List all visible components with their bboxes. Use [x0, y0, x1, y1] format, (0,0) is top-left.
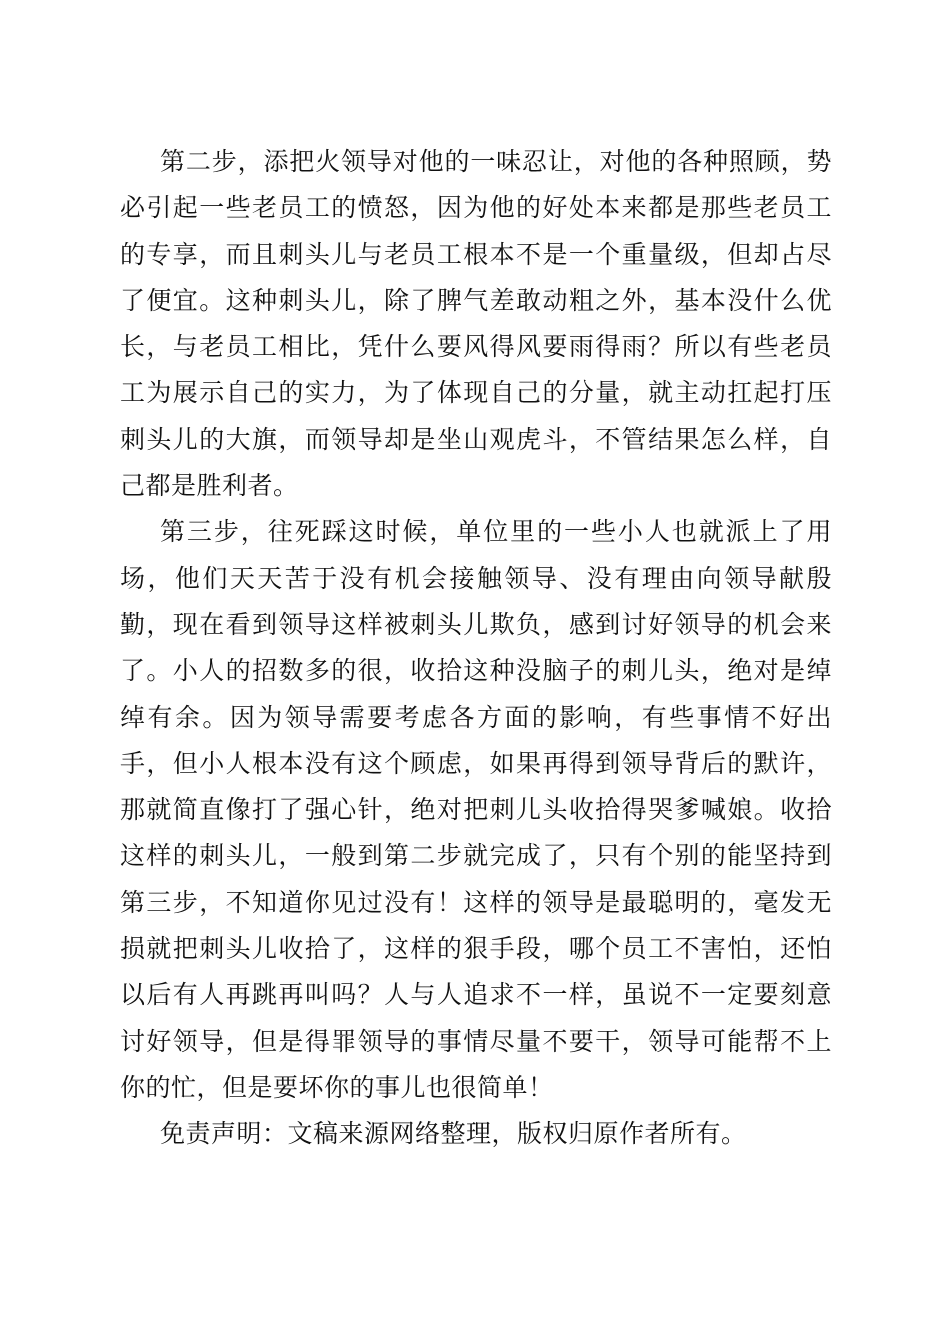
document-body	[120, 139, 832, 1158]
disclaimer-text: 免责声明：文稿来源网络整理，版权归原作者所有。	[160, 1119, 747, 1149]
paragraph-step-three: 第三步，往死踩这时候，单位里的一些小人也就派上了用场，他们天天苦于没有机会接触领导、没有理由向领导献殷勤，现在看到领导这样被刺头儿欺负，感到讨好领导的机会来了。小人的招数多的很，收拾这种没脑子的刺儿头，绝对是绰绰有余。因为领导需要考虑各方面的影响，有些事情不好出手，但小人根本没有这个顾虑，如果再得到领导背后的默许，那就简直像打了强心针，绝对把刺儿头收拾得哭爹喊娘。收拾这样的刺头儿，一般到第二步就完成了，只有个别的能坚持到第三步，不知道你见过没有！这样的领导是最聪明的，毫发无损就把刺头儿收拾了，这样的狠手段，哪个员工不害怕，还怕以后有人再跳再叫吗？人与人追求不一样，虽说不一定要刻意讨好领导，但是得罪领导的事情尽量不要干，领导可能帮不上你的忙，但是要坏你的事儿也很简单！	[120, 517, 832, 1102]
paragraph-step-two: 第二步，添把火领导对他的一味忍让，对他的各种照顾，势必引起一些老员工的愤怒，因为他的好处本来都是那些老员工的专享，而且刺头儿与老员工根本不是一个重量级，但却占尽了便宜。这种刺头儿，除了脾气差敢动粗之外，基本没什么优长，与老员工相比，凭什么要风得风要雨得雨？所以有些老员工为展示自己的实力，为了体现自己的分量，就主动扛起打压刺头儿的大旗，而领导却是坐山观虎斗，不管结果怎么样，自己都是胜利者。	[120, 147, 832, 501]
